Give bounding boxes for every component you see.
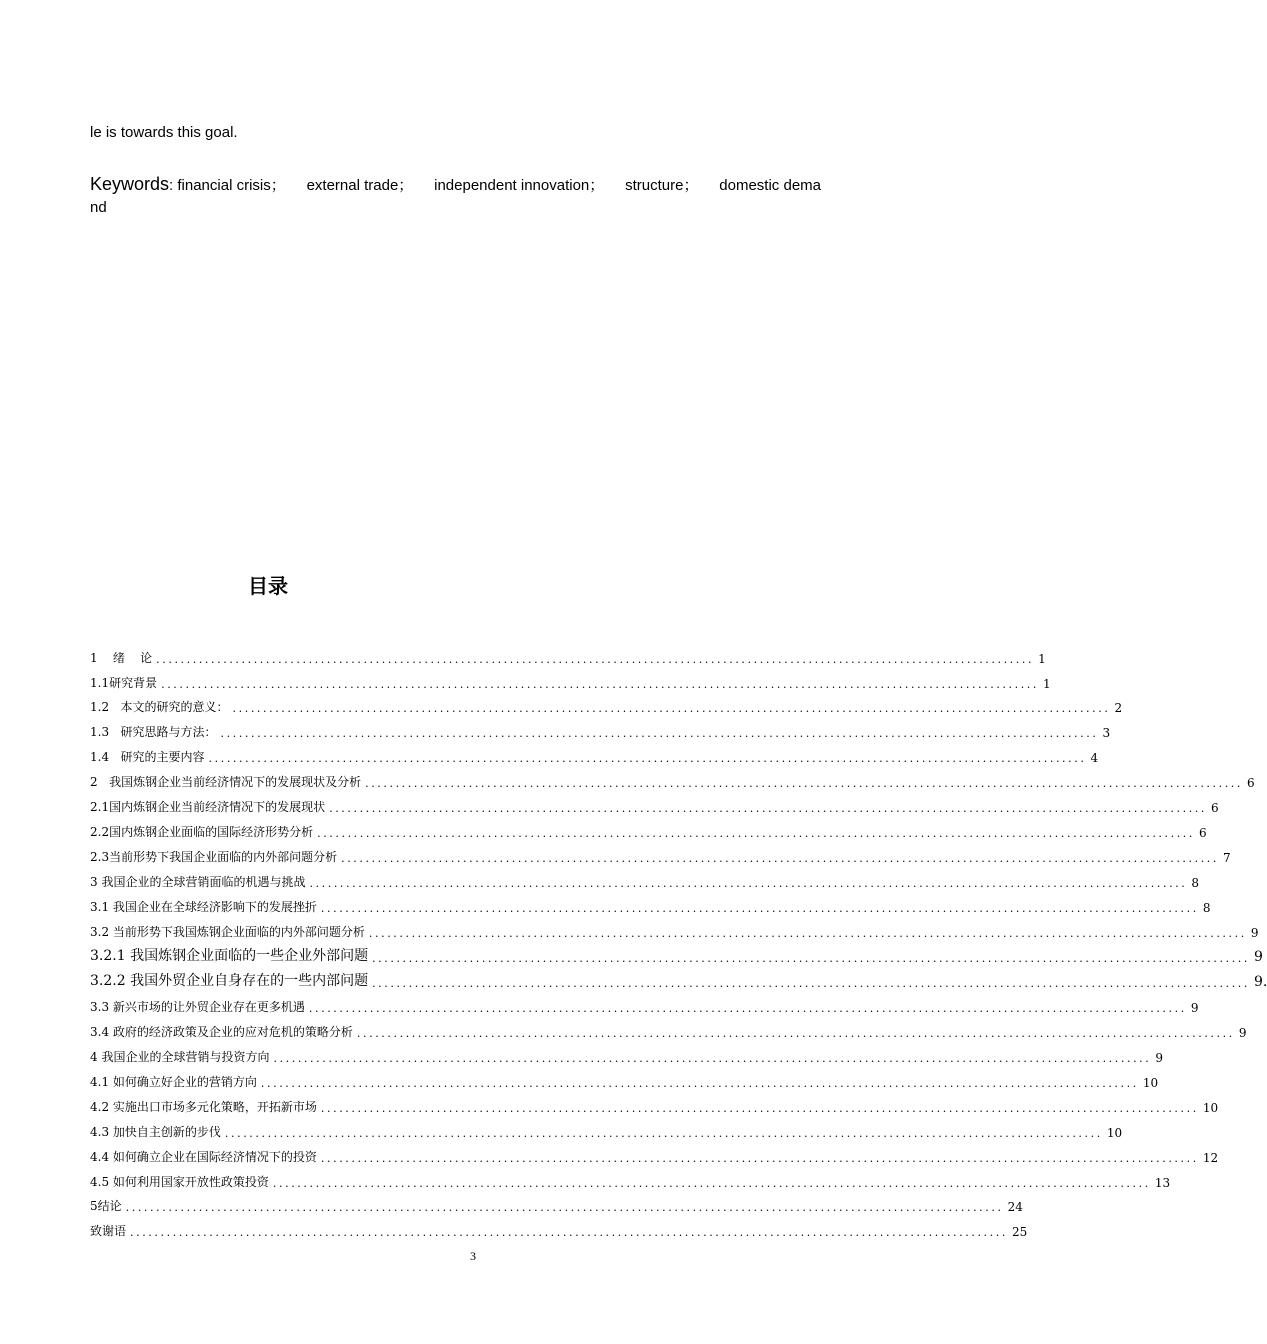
toc-entry[interactable] [90, 795, 1219, 815]
toc-entry[interactable] [90, 995, 1199, 1015]
toc-leader: ................................................................................................................................................ [125, 1201, 1004, 1214]
toc-entry[interactable] [90, 1095, 1219, 1115]
abstract-trailing-line: le is towards this goal. [90, 124, 238, 141]
toc-entry[interactable] [90, 920, 1259, 940]
toc-entry[interactable] [90, 1219, 1028, 1239]
toc-entry[interactable] [90, 745, 1099, 765]
toc-entry-page: 6 [1211, 801, 1219, 815]
toc-entry-label: 3.2.2 我国外贸企业自身存在的一些内部问题 [90, 973, 369, 989]
toc-entry-page: 10 [1142, 1076, 1159, 1090]
toc-leader: ................................................................................................................................................ [341, 852, 1220, 865]
toc-entry-page: 6 [1199, 826, 1207, 840]
toc-leader: ................................................................................................................................................ [232, 702, 1111, 715]
toc-entry-page: 13 [1154, 1176, 1171, 1190]
toc-entry[interactable] [90, 895, 1211, 915]
toc-entry-page: 2 [1114, 701, 1123, 715]
toc-entry[interactable] [90, 845, 1231, 865]
toc-entry-label: 4.1 如何确立好企业的营销方向 [90, 1075, 257, 1089]
keywords-text: : financial crisis； external trade； independent innovation； structure； domestic dema [169, 177, 821, 194]
toc-leader: ................................................................................................................................................ [220, 727, 1099, 740]
toc-leader: ................................................................................................................................................ [309, 877, 1188, 890]
toc-leader: ................................................................................................................................................ [260, 1077, 1139, 1090]
toc-entry-label: 2.2国内炼钢企业面临的国际经济形势分析 [90, 825, 314, 839]
toc-entry-page: 3 [1102, 726, 1111, 740]
toc-leader: ................................................................................................................................................ [368, 927, 1247, 940]
toc-entry[interactable] [90, 945, 1263, 965]
toc-entry-label: 3.3 新兴市场的让外贸企业存在更多机遇 [90, 1000, 305, 1014]
toc-entry-label: 3 我国企业的全球营销面临的机遇与挑战 [90, 875, 306, 889]
toc-entry[interactable] [90, 1045, 1164, 1065]
toc-entry-page: 12 [1202, 1151, 1219, 1165]
toc-entry-label: 2.3当前形势下我国企业面临的内外部问题分析 [90, 850, 338, 864]
toc-leader: ................................................................................................................................................ [356, 1027, 1235, 1040]
toc-leader: ................................................................................................................................................ [317, 827, 1196, 840]
toc-entry[interactable] [90, 1120, 1123, 1140]
toc-entry-label: 4 我国企业的全球营销与投资方向 [90, 1050, 270, 1064]
toc-leader: ................................................................................................................................................ [208, 752, 1087, 765]
toc-entry-page: 9 [1190, 1001, 1199, 1015]
toc-entry-page: 1 [1043, 677, 1051, 691]
toc-entry-page: 9. [1254, 974, 1267, 990]
toc-entry-label: 致谢语 [90, 1224, 127, 1238]
toc-entry-label: 4.3 加快自主创新的步伐 [90, 1125, 221, 1139]
toc-entry-page: 25 [1011, 1225, 1028, 1239]
toc-leader: ................................................................................................................................................ [372, 952, 1250, 965]
toc-entry[interactable] [90, 1170, 1171, 1190]
toc-entry-label: 2 我国炼钢企业当前经济情况下的发展现状及分析 [90, 775, 362, 789]
toc-entry-label: 2.1国内炼钢企业当前经济情况下的发展现状 [90, 800, 326, 814]
toc-entry-label: 1.2 本文的研究的意义： [90, 700, 229, 714]
toc-leader: ................................................................................................................................................ [320, 1152, 1199, 1165]
page-number: 3 [470, 1249, 476, 1263]
toc-entry-page: 4 [1090, 751, 1099, 765]
toc-entry-label: 4.2 实施出口市场多元化策略，开拓新市场 [90, 1100, 317, 1114]
toc-entry-label: 1.1研究背景 [90, 676, 158, 690]
keywords-line [90, 174, 821, 195]
toc-entry-page: 10 [1202, 1101, 1219, 1115]
toc-leader: ................................................................................................................................................ [161, 678, 1040, 691]
toc-entry[interactable] [90, 646, 1046, 666]
toc-leader: ................................................................................................................................................ [329, 802, 1208, 815]
toc-entry-page: 6 [1247, 776, 1255, 790]
toc-entry-label: 3.2.1 我国炼钢企业面临的一些企业外部问题 [90, 948, 369, 964]
toc-entry-page: 9 [1155, 1051, 1164, 1065]
toc-entry-label: 3.2 当前形势下我国炼钢企业面临的内外部问题分析 [90, 925, 365, 939]
toc-entry-page: 1 [1038, 652, 1046, 666]
toc-entry[interactable] [90, 671, 1051, 691]
toc-leader: ................................................................................................................................................ [272, 1177, 1151, 1190]
toc-leader: ................................................................................................................................................ [320, 902, 1199, 915]
toc-entry[interactable] [90, 695, 1123, 715]
toc-entry-label: 1 绪 论 [90, 651, 153, 665]
toc-entry-label: 4.4 如何确立企业在国际经济情况下的投资 [90, 1150, 317, 1164]
toc-entry-page: 9 [1250, 926, 1259, 940]
toc-leader: ................................................................................................................................................ [320, 1102, 1199, 1115]
toc-entry-page: 9 [1238, 1026, 1247, 1040]
toc-leader: ................................................................................................................................................ [156, 653, 1035, 666]
toc-leader: ................................................................................................................................................ [224, 1127, 1103, 1140]
toc-entry[interactable] [90, 770, 1255, 790]
toc-entry-page: 8 [1191, 876, 1200, 890]
toc-entry-page: 24 [1007, 1200, 1023, 1214]
toc-leader: ................................................................................................................................................ [365, 777, 1244, 790]
toc-leader: ................................................................................................................................................ [130, 1226, 1008, 1239]
toc-entry[interactable] [90, 820, 1207, 840]
toc-entry[interactable] [90, 1145, 1219, 1165]
toc-entry-label: 3.1 我国企业在全球经济影响下的发展挫折 [90, 900, 317, 914]
toc-entry[interactable] [90, 870, 1200, 890]
toc-entry-page: 8 [1202, 901, 1211, 915]
toc-entry-label: 4.5 如何利用国家开放性政策投资 [90, 1175, 269, 1189]
keywords-label: Keywords [90, 174, 170, 194]
toc-entry-label: 1.4 研究的主要内容 [90, 750, 205, 764]
keywords-continuation: nd [90, 199, 107, 216]
toc-entry-page: 9 [1254, 949, 1263, 965]
toc-title: 目录 [248, 574, 288, 598]
toc-leader: ................................................................................................................................................ [273, 1052, 1152, 1065]
toc-entry[interactable] [90, 970, 1267, 990]
toc-entry[interactable] [90, 1194, 1023, 1214]
toc-entry[interactable] [90, 1070, 1159, 1090]
toc-entry[interactable] [90, 720, 1111, 740]
toc-entry-label: 1.3 研究思路与方法： [90, 725, 217, 739]
toc-entry-label: 3.4 政府的经济政策及企业的应对危机的策略分析 [90, 1025, 353, 1039]
toc-entry-label: 5结论 [90, 1199, 122, 1213]
toc-entry[interactable] [90, 1020, 1247, 1040]
toc-leader: ................................................................................................................................................ [372, 977, 1250, 990]
toc-entry-page: 7 [1223, 851, 1231, 865]
toc-leader: ................................................................................................................................................ [308, 1002, 1187, 1015]
toc-entry-page: 10 [1106, 1126, 1123, 1140]
